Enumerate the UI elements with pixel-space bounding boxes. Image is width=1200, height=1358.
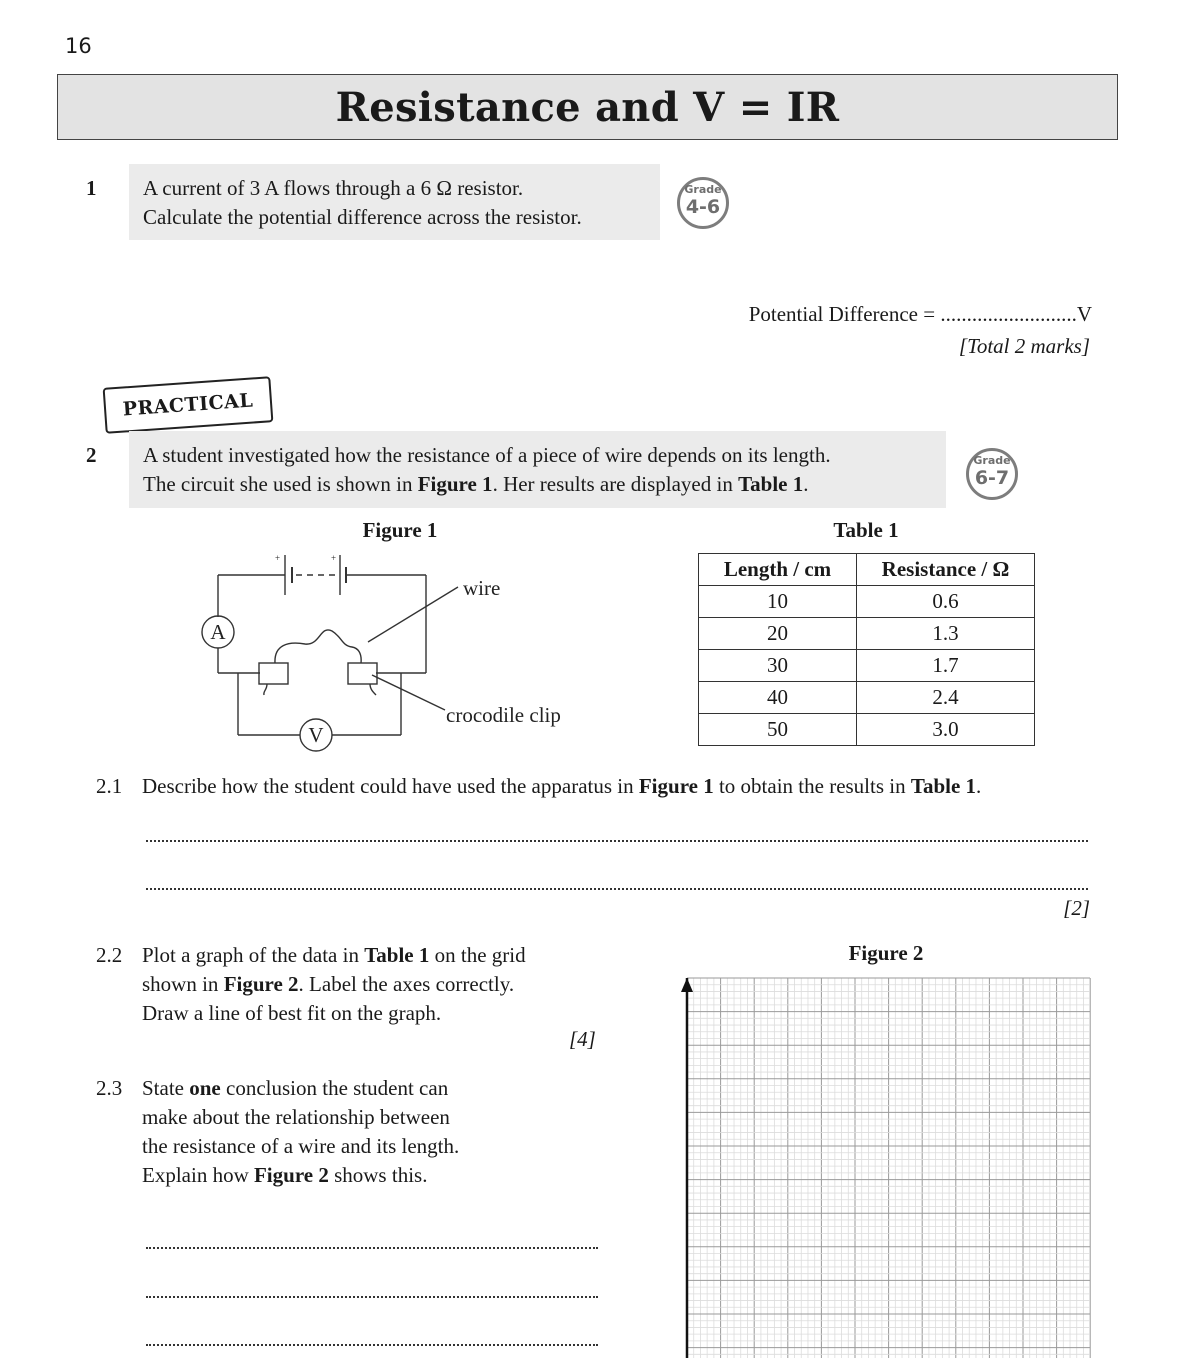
text: The circuit she used is shown in [143,472,418,496]
figure-2-title: Figure 2 [848,941,924,965]
text: Plot a graph of the data in [142,943,365,967]
page-title: Resistance and V = IR [335,84,840,131]
wire-label: wire [463,576,501,600]
length-cell: 50 [699,714,857,746]
question-2-2-marks: [4] [569,1027,596,1051]
text: conclusion the student can [220,1076,449,1100]
column-header-resistance: Resistance / Ω [857,554,1035,586]
crocodile-clip-left [259,663,288,684]
question-2-3-text [142,1074,459,1190]
question-1-line-1: A current of 3 A flows through a 6 Ω resistor. [143,176,524,200]
title-banner [57,74,1118,140]
practical-badge: PRACTICAL [103,376,274,434]
clip-label-leader [372,675,445,710]
grade-label: Grade [973,454,1011,467]
answer-blank[interactable]: .......................... [940,302,1077,326]
question-1-box [129,164,660,240]
question-2-line-2 [143,470,932,499]
grade-range: 6-7 [974,467,1010,489]
line [142,970,526,999]
line: Draw a line of best fit on the graph. [142,1001,442,1025]
figure-2-ref: Figure 2 [223,972,299,996]
circuit-diagram [180,545,600,760]
question-2-2-number: 2.2 [96,943,123,967]
question-2-2 [96,941,616,1031]
question-2-1-marks: [2] [1063,896,1090,920]
grade-4-6-badge-icon [677,177,729,229]
length-cell: 40 [699,682,857,714]
table-1-ref: Table 1 [738,472,804,496]
table-header-row [699,554,1035,586]
graph-grid[interactable] [675,970,1100,1358]
answer-label: Potential Difference = [748,302,941,326]
grade-label: Grade [684,183,722,196]
table-row [699,650,1035,682]
text: shows this. [328,1163,428,1187]
table-row [699,586,1035,618]
table-row [699,618,1035,650]
table-1-title: Table 1 [833,518,899,542]
text: on the grid [429,943,526,967]
question-2-1 [96,772,1106,802]
plus-sign: + [331,553,337,563]
clip-lead [264,684,267,695]
answer-line-2-1[interactable] [146,840,1088,842]
length-cell: 10 [699,586,857,618]
table-1-ref: Table 1 [364,943,430,967]
length-cell: 20 [699,618,857,650]
resistance-cell: 3.0 [857,714,1035,746]
question-2-1-text [142,772,981,801]
grade-range: 4-6 [685,196,721,218]
wire-label-leader [368,587,458,642]
text: . [803,472,809,496]
question-1-number: 1 [86,176,97,200]
potential-difference-answer[interactable] [749,302,1092,327]
answer-line-2-3[interactable] [146,1247,598,1249]
line [142,941,526,970]
line [142,1074,459,1103]
table-1-ref: Table 1 [910,774,977,798]
test-wire [275,630,361,663]
answer-line-2-3[interactable] [146,1296,598,1298]
text: . Label the axes correctly. [298,972,515,996]
results-table [698,553,1035,746]
text: Describe how the student could have used the apparatus in [142,774,639,798]
question-2-3-number: 2.3 [96,1076,123,1100]
text: shown in [142,972,224,996]
question-2-number: 2 [86,443,97,467]
table-row [699,682,1035,714]
question-2-2-text [142,941,526,1028]
line: the resistance of a wire and its length. [142,1134,460,1158]
question-2-1-number: 2.1 [96,774,123,798]
text: to obtain the results in [713,774,911,798]
resistance-cell: 1.3 [857,618,1035,650]
figure-1-title: Figure 1 [362,518,438,542]
question-2-box [129,431,946,508]
column-header-length: Length / cm [699,554,857,586]
question-2-line-1: A student investigated how the resistance of a piece of wire depends on its length. [143,443,831,467]
table-row [699,714,1035,746]
ammeter-label: A [210,620,226,644]
answer-unit: V [1076,302,1092,326]
text: Explain how [142,1163,254,1187]
text: State [142,1076,190,1100]
crocodile-clip-right [348,663,377,684]
clip-lead [370,684,376,695]
figure-1-ref: Figure 1 [638,774,714,798]
grade-6-7-badge-icon [966,448,1018,500]
resistance-cell: 1.7 [857,650,1035,682]
crocodile-clip-label: crocodile clip [446,703,561,727]
question-1-marks: [Total 2 marks] [958,334,1090,358]
answer-line-2-1[interactable] [146,888,1088,890]
line: make about the relationship between [142,1105,450,1129]
line [142,1161,459,1190]
page-number: 16 [65,34,92,58]
question-1-line-2: Calculate the potential difference across the resistor. [143,205,582,229]
voltmeter-label: V [308,723,324,747]
plus-sign: + [275,553,281,563]
text: . Her results are displayed in [492,472,739,496]
resistance-cell: 0.6 [857,586,1035,618]
answer-line-2-3[interactable] [146,1344,598,1346]
figure-2-ref: Figure 2 [253,1163,329,1187]
length-cell: 30 [699,650,857,682]
figure-1-ref: Figure 1 [417,472,493,496]
resistance-cell: 2.4 [857,682,1035,714]
question-2-3 [96,1074,616,1194]
emphasis: one [189,1076,221,1100]
text: . [976,774,982,798]
